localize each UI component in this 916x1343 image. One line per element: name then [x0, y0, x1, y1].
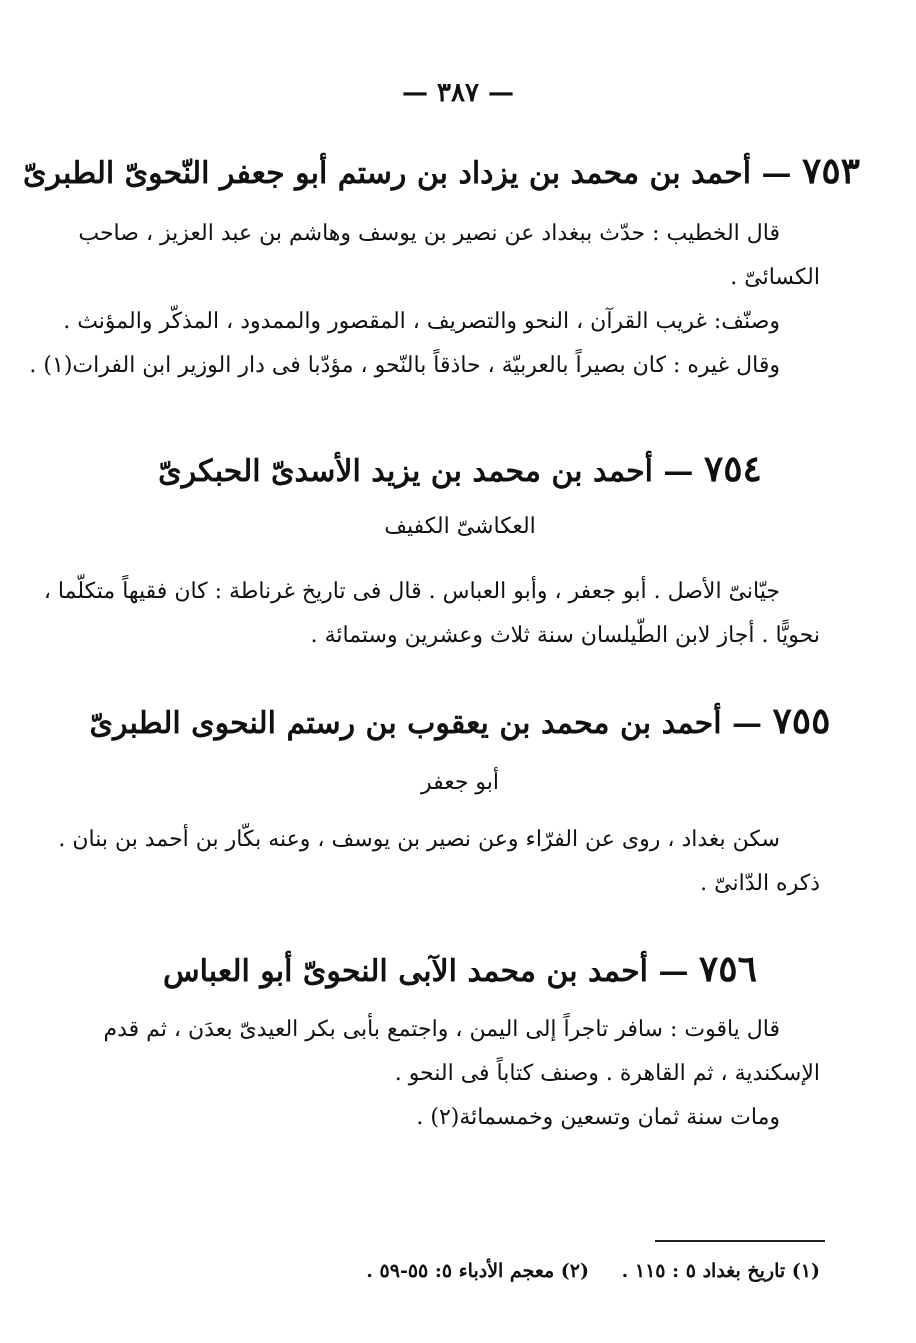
entry-body — [80, 1008, 820, 1140]
entry-subtitle: العكاشىّ الكفيف — [384, 514, 536, 539]
page-number: — ٣٨٧ — — [401, 78, 515, 108]
entry-heading — [60, 700, 860, 742]
body-line: وقال غيره : كان بصيراً بالعربيّة ، حاذقاً بالنّحو ، مؤدّبا فى دار الوزير ابن الفرات(١) . — [29, 353, 780, 378]
entry-subtitle: أبو جعفر — [420, 770, 500, 795]
body-line: ومات سنة ثمان وتسعين وخمسمائة(٢) . — [416, 1105, 780, 1130]
body-line: الإسكندية ، ثم القاهرة . وصنف كتاباً فى النحو . — [394, 1061, 820, 1086]
body-line: الكسائىّ . — [730, 265, 820, 290]
entry-number: ٧٥٦ — [698, 948, 757, 990]
entry-dash: — — [648, 954, 689, 989]
entry-number: ٧٥٣ — [801, 150, 860, 192]
entry-number: ٧٥٥ — [772, 700, 831, 742]
entry-title: أحمد بن محمد بن يزداد بن رستم أبو جعفر النّحوىّ الطبرىّ — [23, 156, 752, 191]
entry-body — [29, 212, 820, 388]
body-line: قال الخطيب : حدّث ببغداد عن نصير بن يوسف وهاشم بن عبد العزيز ، صاحب — [78, 221, 780, 246]
entry-dash: — — [751, 156, 792, 191]
entry-heading — [60, 948, 860, 990]
footnote: (١) تاريخ بغداد ٥ : ١١٥ . — [621, 1260, 820, 1282]
body-line: سكن بغداد ، روى عن الفرّاء وعن نصير بن يوسف ، وعنه بكّار بن أحمد بن بنان . — [58, 827, 780, 852]
entry-body — [43, 570, 820, 658]
body-line: جيّانىّ الأصل . أبو جعفر ، وأبو العباس . قال فى تاريخ غرناطة : كان فقيهاً متكلّما ، — [43, 579, 780, 604]
entry-title: أحمد بن محمد بن يعقوب بن رستم النحوى الطبرىّ — [89, 706, 722, 741]
footnote: (٢) معجم الأدباء ٥: ٥٥-٥٩ . — [366, 1260, 590, 1282]
body-line: ذكره الدّانىّ . — [700, 871, 820, 896]
body-line: نحويًّا . أجاز لابن الطّيلسان سنة ثلاث وعشرين وستمائة . — [310, 623, 820, 648]
body-line: قال ياقوت : سافر تاجراً إلى اليمن ، واجتمع بأبى بكر العيدىّ بعدَن ، ثم قدم — [103, 1017, 780, 1042]
entry-title: أحمد بن محمد بن يزيد الأسدىّ الحبكرىّ — [158, 454, 653, 489]
body-line: وصنّف: غريب القرآن ، النحو والتصريف ، المقصور والممدود ، المذكّر والمؤنث . — [63, 309, 780, 334]
footnote-divider — [655, 1240, 825, 1242]
entry-title: أحمد بن محمد الآبى النحوىّ أبو العباس — [163, 954, 649, 989]
entry-dash: — — [652, 454, 694, 489]
footnotes — [240, 1260, 820, 1282]
entry-dash: — — [721, 706, 763, 741]
entry-heading — [23, 150, 860, 192]
entry-heading — [60, 448, 860, 490]
entry-body — [58, 818, 820, 906]
entry-number: ٧٥٤ — [703, 448, 762, 490]
